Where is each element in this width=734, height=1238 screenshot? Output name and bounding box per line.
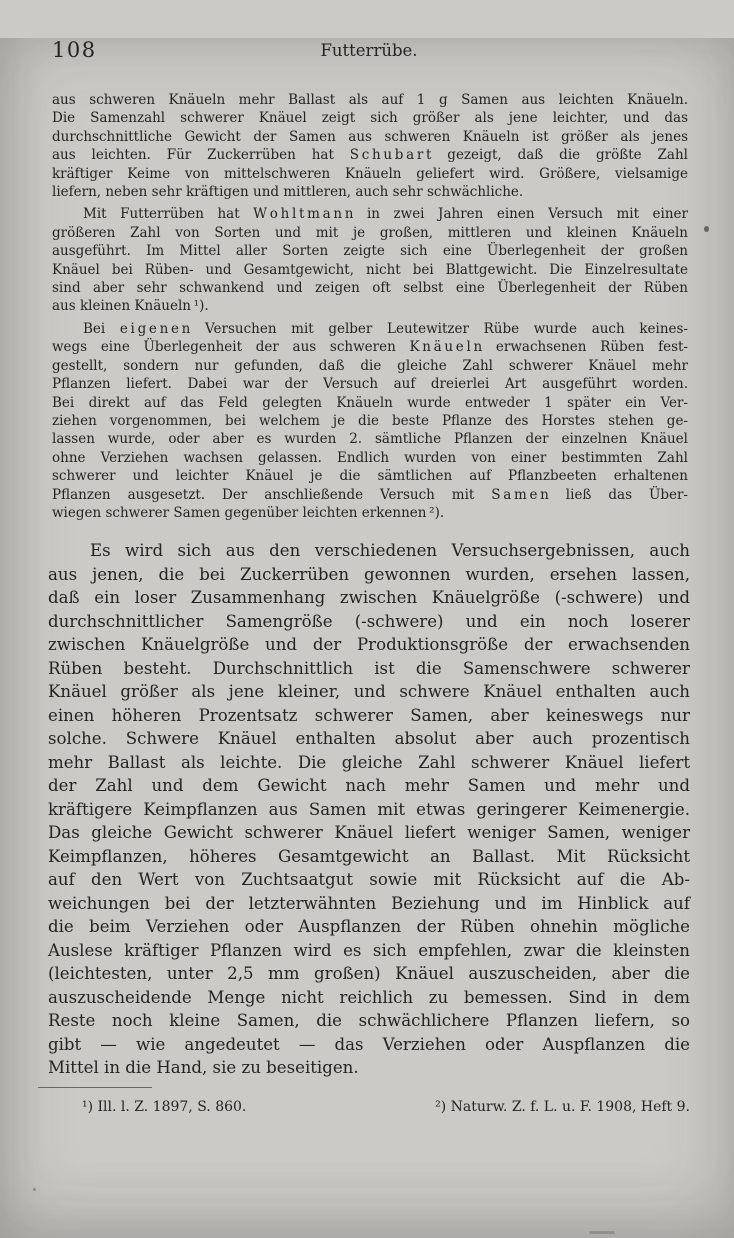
text-line: Rüben besteht. Durchschnittlich ist die Samenschwere schwerer bbox=[48, 658, 690, 678]
text-line: auszuscheidende Menge nicht reichlich zu bemessen. Sind in dem bbox=[48, 987, 690, 1007]
text-line: Auslese kräftiger Pflanzen wird es sich empfehlen, zwar die kleinsten bbox=[48, 940, 690, 960]
text-line: zwischen Knäuelgröße und der Produktionsgröße der erwachsenden bbox=[48, 635, 690, 655]
text-line: Keimpflanzen, höheres Gesamtgewicht an Ballast. Mit Rücksicht bbox=[48, 846, 690, 866]
text-line: Pflanzen ausgesetzt. Der anschließende Versuch mit S a m e n ließ das Über- bbox=[52, 486, 688, 503]
paragraph-main bbox=[48, 539, 690, 1080]
text-line: Knäuel bei Rüben- und Gesamtgewicht, nicht bei Blattgewicht. Die Einzelresultate bbox=[52, 261, 688, 278]
text-line: Bei e i g e n e n Versuchen mit gelber Leutewitzer Rübe wurde auch keines- bbox=[83, 320, 688, 337]
scan-speck bbox=[704, 226, 709, 232]
text-line: Die Samenzahl schwerer Knäuel zeigt sich größer als jene leichter, und das bbox=[52, 110, 688, 127]
text-line: gestellt, sondern nur gefunden, daß die gleiche Zahl schwerer Knäuel mehr bbox=[52, 357, 688, 374]
text-line: größeren Zahl von Sorten und mit je großen, mittleren und kleinen Knäueln bbox=[52, 224, 688, 241]
text-line: ziehen vorgenommen, bei welchem je die beste Pflanze des Horstes stehen ge- bbox=[52, 412, 688, 429]
text-line: Knäuel größer als jene kleiner, und schwere Knäuel enthalten auch bbox=[48, 682, 690, 702]
scan-speck bbox=[589, 1231, 615, 1234]
text-line: sind aber sehr schwankend und zeigen oft selbst eine Überlegenheit der Rüben bbox=[52, 280, 688, 297]
page-number: 108 bbox=[52, 38, 97, 62]
text-line: die beim Verziehen oder Auspflanzen der Rüben ohnehin mögliche bbox=[48, 917, 690, 937]
paragraph-intro bbox=[52, 91, 688, 201]
text-line: weichungen bei der letzterwähnten Beziehung und im Hinblick auf bbox=[48, 893, 690, 913]
text-line: ohne Verziehen wachsen gelassen. Endlich wurden von einer bestimmten Zahl bbox=[52, 449, 688, 466]
book-page bbox=[0, 38, 734, 1238]
text-line: daß ein loser Zusammenhang zwischen Knäuelgröße (-schwere) und bbox=[48, 588, 690, 608]
text-line: Reste noch kleine Samen, die schwächlichere Pflanzen liefern, so bbox=[48, 1011, 690, 1031]
text-line: aus jenen, die bei Zuckerrüben gewonnen wurden, ersehen lassen, bbox=[48, 564, 690, 584]
text-line: liefern, neben sehr kräftigen und mittleren, auch sehr schwächliche. bbox=[52, 184, 524, 201]
footnotes bbox=[48, 1098, 690, 1116]
text-line: schwerer und leichter Knäuel je die sämtlichen auf Pflanzbeeten erhaltenen bbox=[52, 468, 688, 485]
paragraph-eigene-versuche bbox=[52, 320, 688, 522]
text-line: lassen wurde, oder aber es wurden 2. sämtliche Pflanzen der einzelnen Knäuel bbox=[52, 431, 688, 448]
text-line: Pflanzen liefert. Dabei war der Versuch auf dreierlei Art ausgeführt worden. bbox=[52, 376, 688, 393]
text-line: einen höheren Prozentsatz schwerer Samen, aber keineswegs nur bbox=[48, 705, 690, 725]
text-line: der Zahl und dem Gewicht nach mehr Samen und mehr und bbox=[48, 776, 690, 796]
text-line: durchschnittliche Gewicht der Samen aus schweren Knäueln ist größer als jenes bbox=[52, 128, 688, 145]
text-line: durchschnittlicher Samengröße (-schwere) und ein noch loserer bbox=[48, 611, 690, 631]
text-line: mehr Ballast als leichte. Die gleiche Zahl schwerer Knäuel liefert bbox=[48, 752, 690, 772]
text-line: Bei direkt auf das Feld gelegten Knäueln wurde entweder 1 später ein Ver- bbox=[52, 394, 688, 411]
text-line: auf den Wert von Zuchtsaatgut sowie mit Rücksicht auf die Ab- bbox=[48, 870, 690, 890]
text-line: Mit Futterrüben hat W o h l t m a n n in zwei Jahren einen Versuch mit einer bbox=[83, 206, 688, 223]
footnote-separator bbox=[38, 1087, 152, 1088]
text-line: (leichtesten, unter 2,5 mm großen) Knäuel auszuscheiden, aber die bbox=[48, 964, 690, 984]
paragraph-wohltmann bbox=[52, 205, 688, 315]
text-line: kräftiger Keime von mittelschweren Knäueln geliefert wird. Größere, vielsamige bbox=[52, 165, 688, 182]
text-line: aus kleinen Knäueln ¹). bbox=[52, 298, 209, 315]
footnote-2: ²) Naturw. Z. f. L. u. F. 1908, Heft 9. bbox=[435, 1098, 690, 1115]
text-line: kräftigere Keimpflanzen aus Samen mit etwas geringerer Keimenergie. bbox=[48, 799, 690, 819]
text-line: gibt — wie angedeutet — das Verziehen oder Auspflanzen die bbox=[48, 1034, 690, 1054]
text-line: Es wird sich aus den verschiedenen Versuchsergebnissen, auch bbox=[90, 541, 690, 561]
page-header bbox=[48, 38, 690, 64]
text-line: solche. Schwere Knäuel enthalten absolut aber auch prozentisch bbox=[48, 729, 690, 749]
text-line: wiegen schwerer Samen gegenüber leichten erkennen ²). bbox=[52, 504, 445, 521]
running-title: Futterrübe. bbox=[320, 41, 418, 60]
text-line: Das gleiche Gewicht schwerer Knäuel liefert weniger Samen, weniger bbox=[48, 823, 690, 843]
footnote-1: ¹) Ill. l. Z. 1897, S. 860. bbox=[82, 1098, 247, 1115]
text-line: aus leichten. Für Zuckerrüben hat S c h u b a r t gezeigt, daß die größte Zahl bbox=[52, 147, 688, 164]
text-line: ausgeführt. Im Mittel aller Sorten zeigte sich eine Überlegenheit der großen bbox=[52, 243, 688, 260]
text-line: Mittel in die Hand, sie zu beseitigen. bbox=[48, 1058, 359, 1078]
scan-speck bbox=[33, 1188, 36, 1191]
text-line: aus schweren Knäueln mehr Ballast als auf 1 g Samen aus leichten Knäueln. bbox=[52, 92, 688, 108]
text-line: wegs eine Überlegenheit der aus schweren K n ä u e l n erwachsenen Rüben fest- bbox=[52, 339, 688, 356]
